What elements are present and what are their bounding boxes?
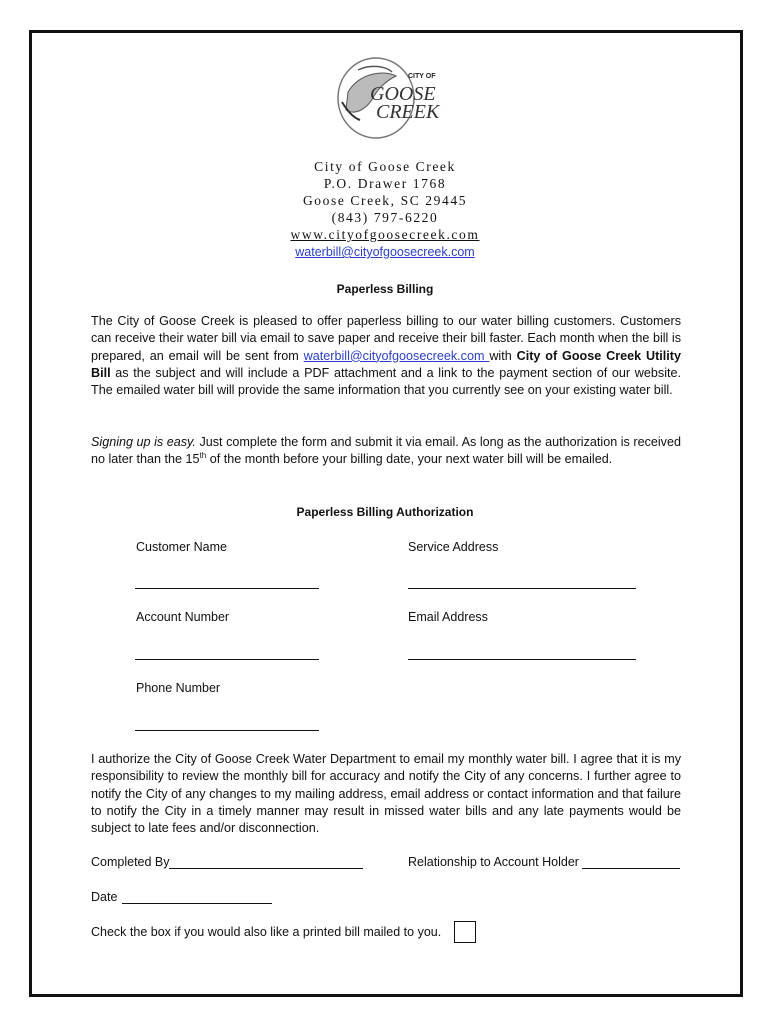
signup-text-1: Just complete the form and submit it via email. As long as the authorization is received no later than the 15: [91, 435, 681, 467]
email-address-label: Email Address: [408, 610, 488, 624]
signup-italic: Signing up is easy.: [91, 435, 196, 449]
signup-paragraph: [91, 434, 681, 469]
intro-text-2: with: [489, 348, 517, 363]
customer-name-field[interactable]: [135, 588, 319, 589]
form-title: Paperless Billing Authorization: [296, 505, 474, 519]
printed-bill-label: Check the box if you would also like a printed bill mailed to you.: [91, 925, 442, 939]
intro-subject: City of Goose Creek Utility Bill: [91, 348, 681, 380]
relationship-label: Relationship to Account Holder: [408, 855, 579, 869]
signup-text-2: of the month before your billing date, your next water bill will be emailed.: [206, 452, 613, 467]
intro-paragraph: [91, 313, 681, 399]
customer-name-label: Customer Name: [136, 540, 227, 554]
page-title: Paperless Billing: [336, 282, 434, 296]
account-number-field[interactable]: [135, 659, 319, 660]
address-line-3: Goose Creek, SC 29445: [302, 193, 468, 208]
service-address-label: Service Address: [408, 540, 499, 554]
service-address-field[interactable]: [408, 588, 636, 589]
intro-text-1: The City of Goose Creek is pleased to offer paperless billing to our water billing customers. Customers can receive their water bill via email to save paper and receive their bill faster. Each month when the bill is prepared, an email will be sent from: [91, 314, 681, 363]
completed-by-label: Completed By: [91, 855, 170, 869]
intro-email-link[interactable]: waterbill@cityofgoosecreek.com: [303, 348, 490, 363]
relationship-field[interactable]: [582, 868, 680, 869]
intro-text-3: as the subject and will include a PDF attachment and a link to the payment section of our website. The emailed water bill will provide the same information that you currently see on your existing water bill.: [91, 365, 681, 398]
city-logo: [330, 52, 446, 144]
logo-goose: GOOSE: [370, 83, 436, 105]
completed-by-field[interactable]: [169, 868, 363, 869]
address-phone: (843) 797-6220: [331, 210, 439, 225]
account-number-label: Account Number: [136, 610, 230, 624]
logo-creek: CREEK: [376, 101, 440, 123]
address-line-1: City of Goose Creek: [314, 159, 456, 174]
website-link[interactable]: www.cityofgoosecreek.com: [290, 227, 480, 242]
logo-city-of: CITY OF: [408, 73, 436, 80]
phone-number-field[interactable]: [135, 730, 319, 731]
signup-sup: th: [199, 451, 207, 461]
date-label: Date: [91, 890, 118, 904]
email-link[interactable]: waterbill@cityofgoosecreek.com: [295, 245, 475, 259]
authorization-paragraph: I authorize the City of Goose Creek Water Department to email my monthly water bill. I agree that it is my responsibility to review the monthly bill for accuracy and notify the City of any concerns. I further agree to notify the City of any changes to my mailing address, email address or contact information and that failure to notify the City in a timely manner may result in missed water bills and any late payments would be subject to late fees and/or disconnection.: [91, 752, 681, 836]
email-address-field[interactable]: [408, 659, 636, 660]
printed-bill-checkbox[interactable]: [454, 921, 476, 943]
date-field[interactable]: [122, 903, 272, 904]
phone-number-label: Phone Number: [136, 681, 221, 695]
address-line-2: P.O. Drawer 1768: [323, 176, 447, 191]
